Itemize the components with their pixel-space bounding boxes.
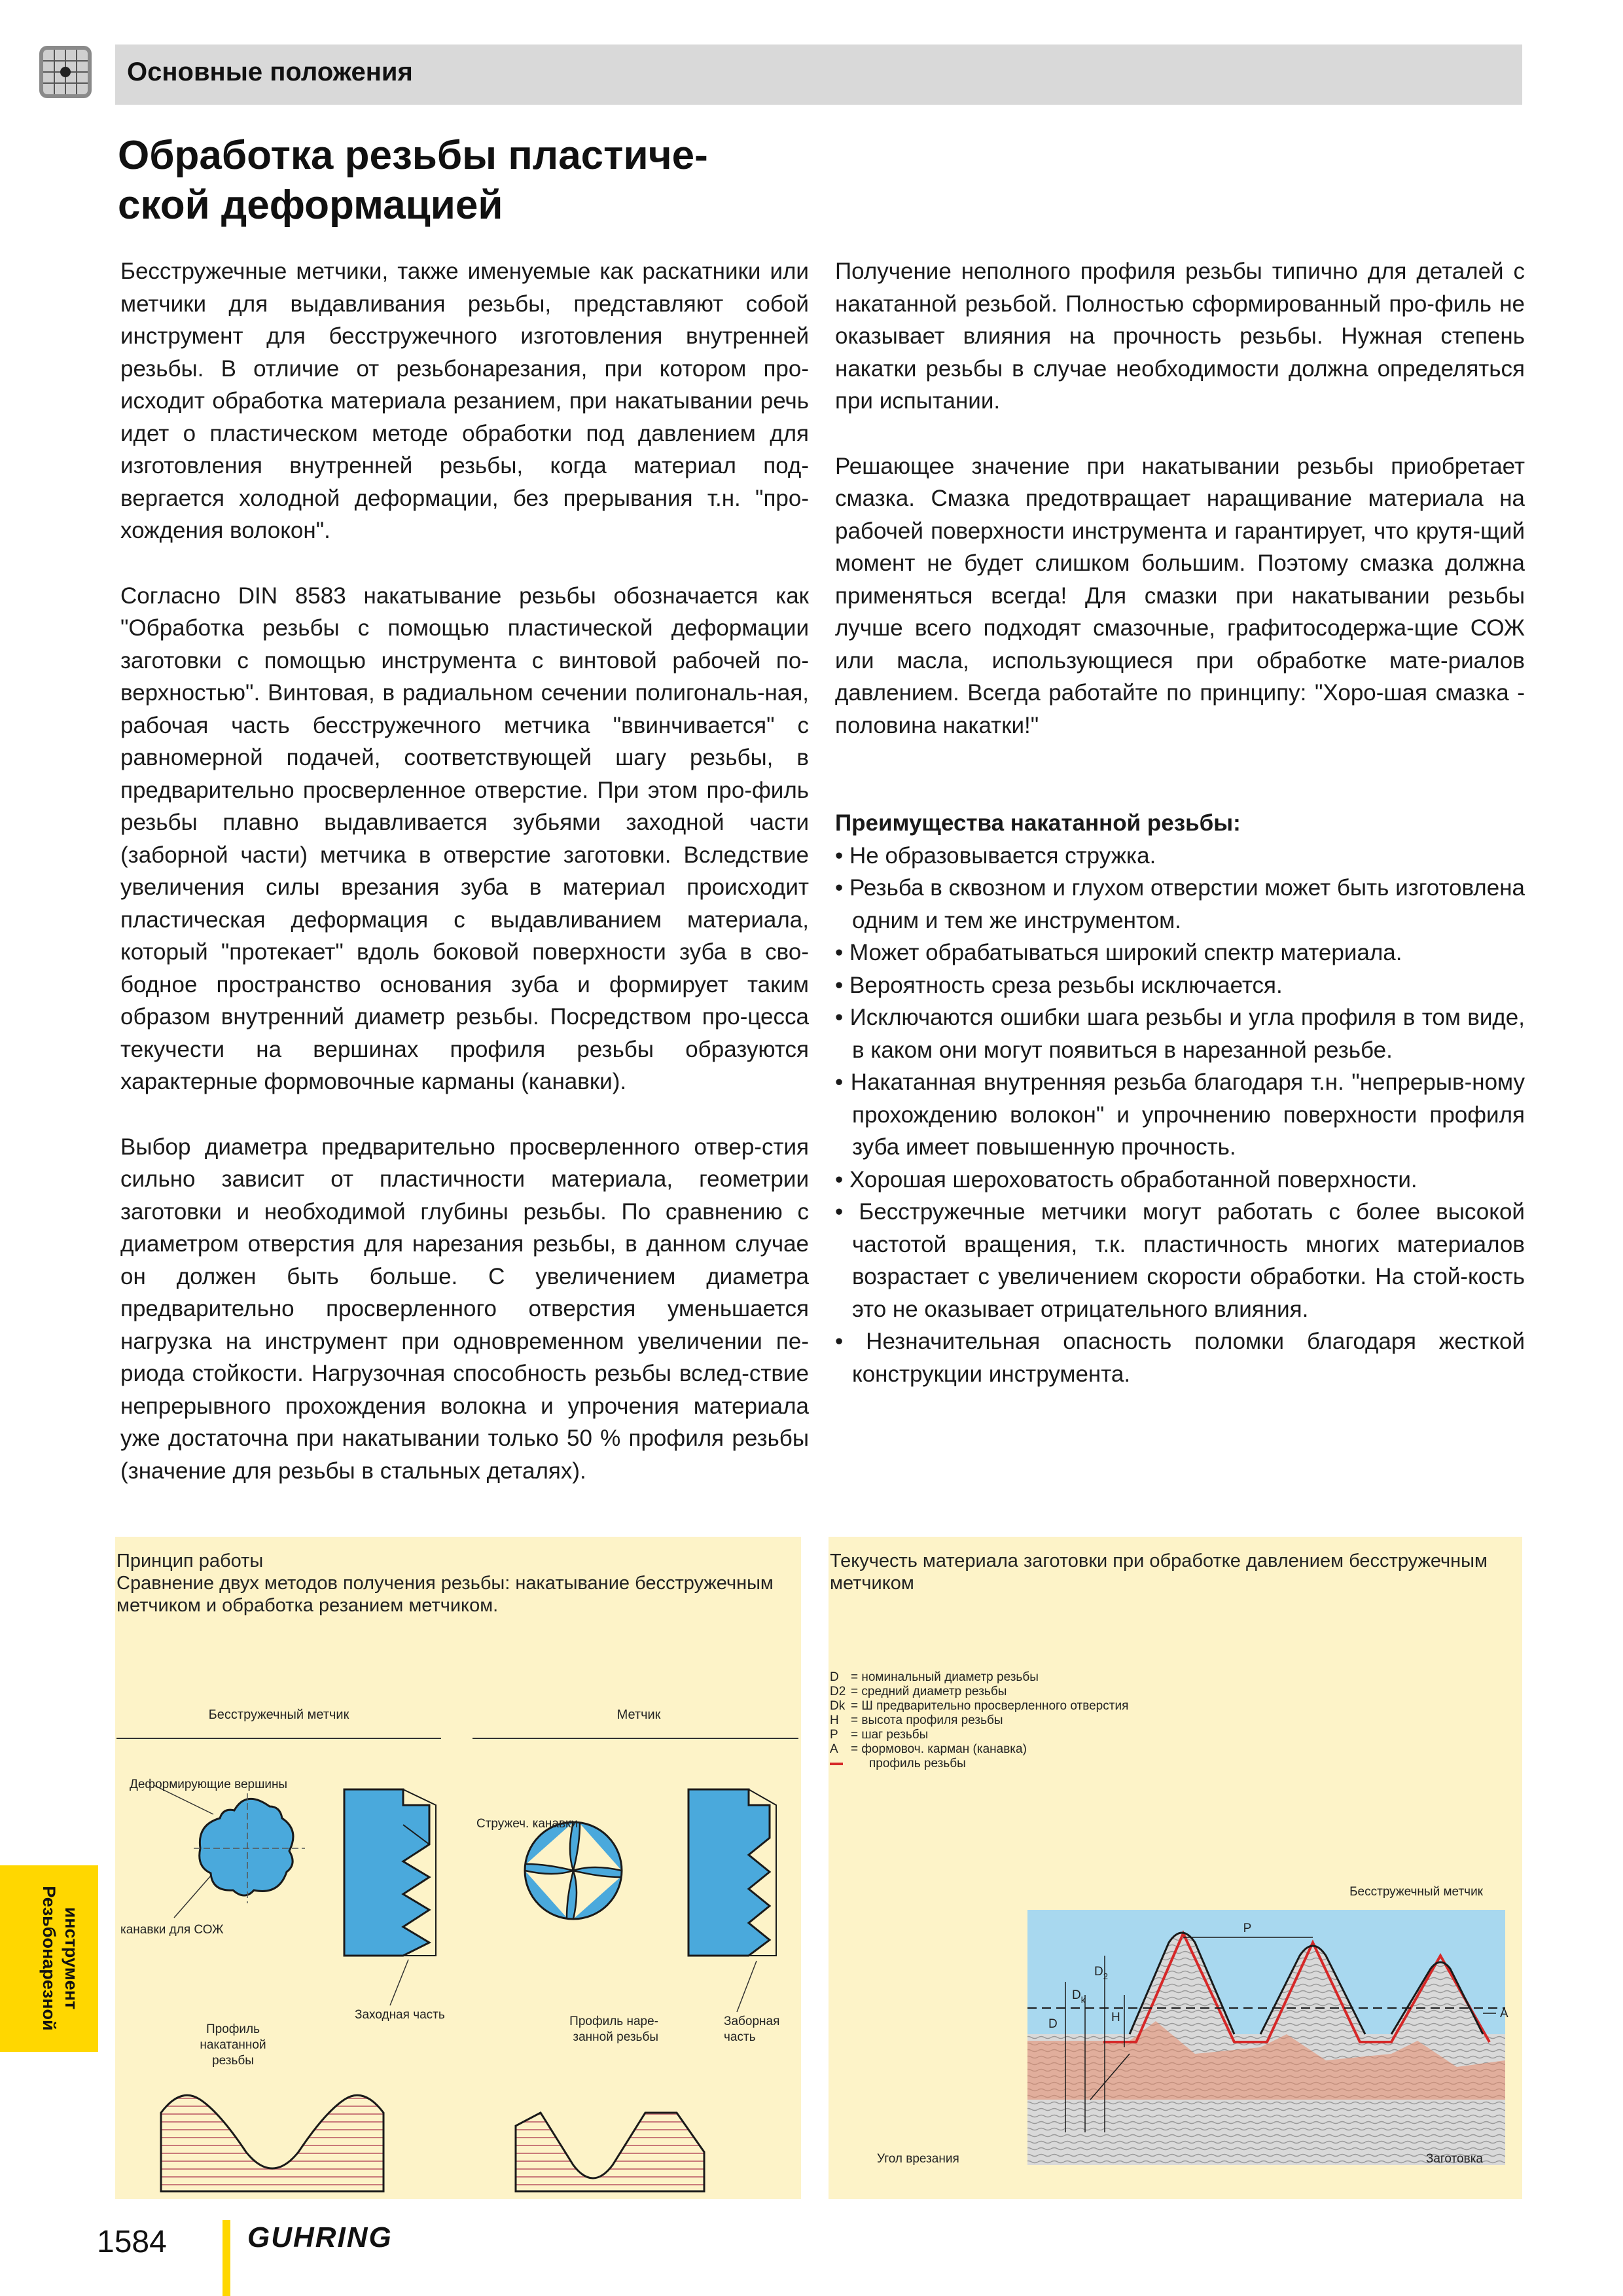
thread-method-comparison-diagram xyxy=(115,1537,801,2199)
right-text-column xyxy=(835,255,1525,1390)
label-pocket: A xyxy=(1500,2007,1508,2020)
label-forming-tap: Бесстружечный метчик xyxy=(1349,1885,1483,1899)
paragraph: Решающее значение при накатывании резьбы приобретает смазка. Смазка предотвращает наращивание материала на рабочей поверхности инструмента и гарантирует, что крутя-щий момент не будет слишком большим. Поэтому смазка должна применяться всегда! Для смазки при накатывании резьбы лучше всего подходят смазочные, графитосодержа-щие СОЖ или масла, использующиеся при обработке мате-риалов давлением. Всегда работайте по принципу: "Хоро-шая смазка - половина накатки!" xyxy=(835,453,1525,738)
left-text-column xyxy=(120,255,809,1520)
paragraph: Выбор диаметра предварительно просверленного отвер-стия сильно зависит от пластичности материала, геометрии заготовки и необходимой глубины резьбы. По сравнению с диаметром отверстия для нарезания резьбы, в данном случае он должен быть больше. С увеличением диаметра предварительно просверленного отверстия уменьшается нагрузка на инструмент при одновременном увеличении пе-риода стойкости. Нагрузочная способность резьбы вслед-ствие непрерывного прохождения волокна и упрочения материала уже достаточна при накатывании только 50 % профиля резьбы (значение для резьбы в стальных деталях). xyxy=(120,1134,809,1484)
page-title-line-2: ской деформацией xyxy=(118,183,503,228)
list-item: • Незначительная опасность поломки благодаря жесткой конструкции инструмента. xyxy=(835,1329,1525,1387)
forming-tap-side-view xyxy=(344,1789,436,1956)
list-item: • Вероятность среза резьбы исключается. xyxy=(835,972,1283,998)
figure-caption: Текучесть материала заготовки при обработке давлением бесстружечным метчиком xyxy=(830,1551,1488,1594)
legend-row: A = формовоч. карман (канавка) xyxy=(830,1742,1027,1756)
brand-logo: GUHRING xyxy=(247,2221,393,2253)
label-deforming-crests: Деформирующие вершины xyxy=(130,1778,288,1791)
legend-row: H = высота профиля резьбы xyxy=(830,1713,1003,1727)
side-tab-line-1: Резьбонарезной xyxy=(39,1886,59,2031)
legend-row: P = шаг резьбы xyxy=(830,1728,929,1742)
page-number: 1584 xyxy=(97,2225,167,2259)
list-item: • Бесстружечные метчики могут работать с более высокой частотой вращения, т.к. пластичность многих материалов возрастает с увеличением скорости обработки. На стой-кость это не оказывает отрицательного влияния. xyxy=(835,1199,1525,1322)
figure-caption: Сравнение двух методов получения резьбы: накатывание бесстружечным метчиком и обработка резанием метчиком. xyxy=(116,1573,774,1616)
list-item: • Исключаются ошибки шага резьбы и угла профиля в том виде, в каком они могут появиться в нарезанной резьбе. xyxy=(835,1005,1525,1063)
label-bore-diameter: $D_k$ xyxy=(1072,1988,1086,2005)
label-cut-profile: Профиль наре-занной резьбы xyxy=(569,2015,658,2044)
label-pitch: P xyxy=(1243,1922,1252,1935)
paragraph: Согласно DIN 8583 накатывание резьбы обозначается как "Обработка резьбы с помощью пластической деформации заготовки с помощью инструмента с винтовой рабочей по-верхностью". Винтовая, в радиальном сечении полигональ-ная, рабочая часть бесстружечного метчика "ввинчивается" с равномерной подачей, соответствующей шагу резьбы, в предварительно просверленное отверстие. При этом про-филь резьбы плавно выдавливается зубьями заходной части (заборной части) метчика в отверстие заготовки. Вследствие увеличения силы врезания зуба в материал происходит пластическая деформация с выдавливанием материала, который "протекает" вдоль боковой поверхности зуба в сво-бодное пространство основания зуба и формирует таким образом внутренний диаметр резьбы. Посредством про-цесса текучести на вершинах профиля резьбы образуются характерные формовочные карманы (канавки). xyxy=(120,583,809,1094)
section-title: Основные положения xyxy=(127,58,413,86)
page-title xyxy=(118,131,838,230)
cutting-tap-cross-section xyxy=(525,1822,622,1919)
footer-accent-bar xyxy=(223,2220,230,2296)
label-chip-flutes: Стружеч. канавки xyxy=(476,1817,578,1831)
advantages-list xyxy=(835,840,1525,1391)
side-tab-line-2: инструмент xyxy=(62,1907,81,2010)
list-item: • Резьба в сквозном и глухом отверстии может быть изготовлена одним и тем же инструментом. xyxy=(835,875,1525,933)
label-rolled-profile: Профиль накатанной резьбы xyxy=(200,2022,266,2068)
label-pitch-diameter: $D_2$ xyxy=(1094,1965,1108,1981)
list-item: • Хорошая шероховатость обработанной поверхности. xyxy=(835,1166,1418,1193)
legend-row: Dk = Ш предварительно просверленного отверстия xyxy=(830,1699,1129,1713)
label-entry-angle: Угол врезания xyxy=(877,2152,959,2166)
side-tab-label xyxy=(0,1865,98,2052)
material-flow-diagram xyxy=(829,1537,1522,2199)
label-chamfer: Заборная часть xyxy=(724,2015,780,2044)
legend-row: D = номинальный диаметр резьбы xyxy=(830,1670,1039,1684)
advantages-heading: Преимущества накатанной резьбы: xyxy=(835,810,1241,836)
label-entry-section: Заходная часть xyxy=(355,2008,445,2022)
heading-forming-tap: Бесстружечный метчик xyxy=(208,1708,349,1722)
paragraph: Получение неполного профиля резьбы типично для деталей с накатанной резьбой. Полностью сформированный про-филь не оказывает влияния на прочность резьбы. Нужная степень накатки резьбы в случае необходимости должна определяться при испытании. xyxy=(835,259,1525,414)
list-item: • Может обрабатываться широкий спектр материала. xyxy=(835,940,1402,965)
cut-thread-profile xyxy=(516,2113,704,2191)
heading-cutting-tap: Метчик xyxy=(616,1708,661,1722)
label-height: H xyxy=(1111,2011,1120,2024)
cutting-tap-side-view xyxy=(688,1789,776,1956)
figure-caption-title: Принцип работы xyxy=(116,1551,264,1571)
legend-row: D2 = средний диаметр резьбы xyxy=(830,1685,1007,1698)
forming-tap-cross-section xyxy=(154,1785,305,1918)
legend-row: профиль резьбы xyxy=(830,1757,1128,1771)
label-coolant-channels: канавки для СОЖ xyxy=(120,1923,224,1937)
list-item: • Накатанная внутренняя резьба благодаря т.н. "непрерыв-ному прохождению волокон" и упрочнению поверхности профиля зуба имеет повышенную прочность. xyxy=(835,1069,1525,1160)
grid-logo-icon xyxy=(38,45,93,99)
paragraph: Бесстружечные метчики, также именуемые как раскатники или метчики для выдавливания резьбы, представляют собой инструмент для бесстружечного изготовления внутренней резьбы. В отличие от резьбонарезания, при котором про-исходит обработка материала резанием, при накатывании речь идет о пластическом методе обработки под давлением для изготовления внутренней резьбы, когда материал под-вергается холодной деформации, без прерывания т.н. "про-хождения волокон". xyxy=(120,259,809,543)
label-workpiece: Заготовка xyxy=(1425,2152,1483,2166)
page-title-line-1: Обработка резьбы пластиче- xyxy=(118,133,708,178)
label-diameter: D xyxy=(1048,2017,1058,2031)
list-item: • Не образовывается стружка. xyxy=(835,842,1156,869)
rolled-thread-profile xyxy=(161,2095,383,2191)
